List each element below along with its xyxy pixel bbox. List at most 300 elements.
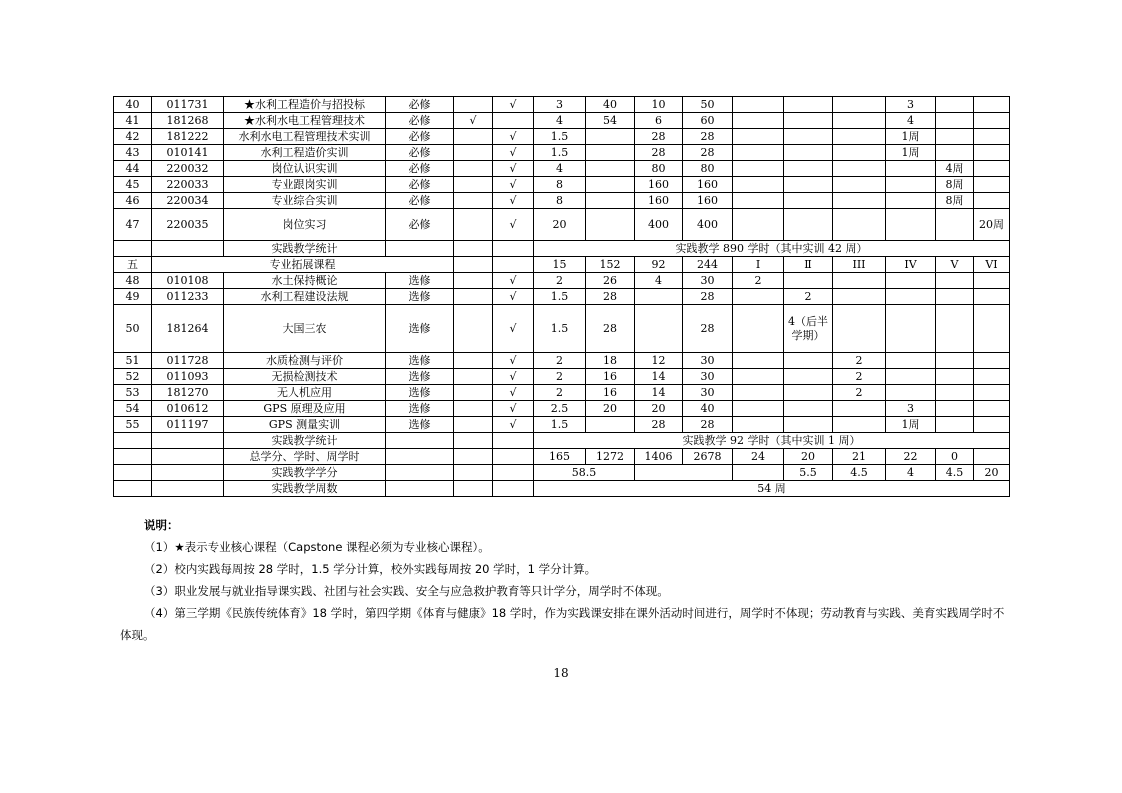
cell-exam	[454, 369, 493, 385]
table-row	[114, 129, 1010, 145]
cell-exam	[454, 353, 493, 369]
cell-s1	[733, 209, 784, 241]
cell-no: 55	[114, 417, 152, 433]
totals-s2: 20	[784, 449, 833, 465]
practice-credit-total: 58.5	[534, 465, 635, 481]
cell-s4	[886, 305, 936, 353]
cell-s4: 1周	[886, 129, 936, 145]
cell-s5	[936, 417, 974, 433]
cell-s4	[886, 209, 936, 241]
cell-no: 40	[114, 97, 152, 113]
cell-total-hours: 16	[586, 369, 635, 385]
cell-s6	[974, 385, 1010, 401]
cell-theory-hours	[635, 305, 683, 353]
cell-s5	[936, 113, 974, 129]
cell-check: √	[493, 161, 534, 177]
cell-s6	[974, 177, 1010, 193]
cell-no	[114, 481, 152, 497]
cell-s4	[886, 273, 936, 289]
cell-check: √	[493, 209, 534, 241]
cell-s1	[733, 97, 784, 113]
cell-s5	[936, 289, 974, 305]
totals-s4: 22	[886, 449, 936, 465]
cell-s2	[784, 273, 833, 289]
cell-s6	[974, 369, 1010, 385]
cell-credit: 2.5	[534, 401, 586, 417]
cell-s2	[784, 385, 833, 401]
cell-exam	[454, 241, 493, 257]
cell-s3	[833, 129, 886, 145]
cell-s3	[833, 209, 886, 241]
cell-s3	[833, 417, 886, 433]
cell-total-hours: 16	[586, 385, 635, 401]
cell-type	[386, 433, 454, 449]
practice-credit-blank	[635, 465, 733, 481]
page-number: 18	[553, 666, 569, 680]
cell-exam	[454, 209, 493, 241]
cell-s2: 4（后半学期）	[784, 305, 833, 353]
practice-credit-s2: 5.5	[784, 465, 833, 481]
cell-s6	[974, 353, 1010, 369]
stat-label: 实践教学统计	[224, 241, 386, 257]
cell-total-hours: 28	[586, 289, 635, 305]
cell-check: √	[493, 401, 534, 417]
cell-s3	[833, 145, 886, 161]
semester-5-header: V	[936, 257, 974, 273]
cell-s5	[936, 209, 974, 241]
cell-practice-hours: 30	[683, 385, 733, 401]
cell-s2	[784, 177, 833, 193]
cell-credit: 2	[534, 369, 586, 385]
cell-check: √	[493, 145, 534, 161]
cell-s4	[886, 353, 936, 369]
cell-check	[493, 433, 534, 449]
cell-total-hours	[586, 417, 635, 433]
cell-exam	[454, 161, 493, 177]
cell-no: 48	[114, 273, 152, 289]
cell-exam	[454, 401, 493, 417]
section-row	[114, 257, 1010, 273]
section-no: 五	[114, 257, 152, 273]
cell-total-hours	[586, 177, 635, 193]
cell-s4	[886, 369, 936, 385]
stat-value: 实践教学 92 学时（其中实训 1 周）	[534, 433, 1010, 449]
cell-no	[114, 465, 152, 481]
cell-s2	[784, 193, 833, 209]
cell-theory-hours: 160	[635, 193, 683, 209]
table-row	[114, 113, 1010, 129]
table-row	[114, 417, 1010, 433]
cell-code: 011731	[152, 97, 224, 113]
cell-credit: 2	[534, 353, 586, 369]
cell-s3	[833, 97, 886, 113]
cell-no: 47	[114, 209, 152, 241]
cell-no: 50	[114, 305, 152, 353]
cell-s6	[974, 97, 1010, 113]
cell-s2	[784, 145, 833, 161]
cell-practice-hours: 28	[683, 305, 733, 353]
practice-credit-s6: 20	[974, 465, 1010, 481]
cell-exam	[454, 193, 493, 209]
cell-no	[114, 433, 152, 449]
cell-theory-hours: 160	[635, 177, 683, 193]
cell-practice-hours: 30	[683, 369, 733, 385]
practice-credit-s5: 4.5	[936, 465, 974, 481]
cell-exam	[454, 289, 493, 305]
practice-weeks-row	[114, 481, 1010, 497]
cell-type: 选修	[386, 289, 454, 305]
cell-code: 181264	[152, 305, 224, 353]
cell-type: 必修	[386, 161, 454, 177]
cell-theory-hours: 28	[635, 145, 683, 161]
totals-s1: 24	[733, 449, 784, 465]
table-row	[114, 369, 1010, 385]
cell-s3: 2	[833, 353, 886, 369]
cell-s2	[784, 417, 833, 433]
practice-credits-row	[114, 465, 1010, 481]
cell-check: √	[493, 177, 534, 193]
cell-theory-hours: 14	[635, 385, 683, 401]
cell-check: √	[493, 353, 534, 369]
cell-theory-hours: 4	[635, 273, 683, 289]
cell-s4: 1周	[886, 417, 936, 433]
cell-credit: 2	[534, 385, 586, 401]
cell-check: √	[493, 417, 534, 433]
cell-s6	[974, 161, 1010, 177]
cell-check	[493, 481, 534, 497]
cell-total-hours	[586, 145, 635, 161]
cell-no: 52	[114, 369, 152, 385]
cell-practice-hours: 50	[683, 97, 733, 113]
cell-credit: 3	[534, 97, 586, 113]
cell-credit: 1.5	[534, 305, 586, 353]
note-line: （2）校内实践每周按 28 学时，1.5 学分计算，校外实践每周按 20 学时，1 学分计算。	[144, 562, 597, 576]
table-row	[114, 305, 1010, 353]
cell-code: 220033	[152, 177, 224, 193]
cell-total-hours: 28	[586, 305, 635, 353]
cell-practice-hours: 30	[683, 353, 733, 369]
practice-weeks-value: 54 周	[534, 481, 1010, 497]
table-row	[114, 209, 1010, 241]
cell-type: 选修	[386, 385, 454, 401]
cell-code: 010141	[152, 145, 224, 161]
cell-practice-hours: 60	[683, 113, 733, 129]
cell-s2	[784, 97, 833, 113]
cell-practice-hours: 160	[683, 193, 733, 209]
cell-s3	[833, 161, 886, 177]
cell-practice-hours: 28	[683, 417, 733, 433]
cell-type	[386, 481, 454, 497]
cell-s1	[733, 289, 784, 305]
cell-code: 011197	[152, 417, 224, 433]
cell-practice-hours: 28	[683, 129, 733, 145]
cell-no: 53	[114, 385, 152, 401]
cell-s1: 2	[733, 273, 784, 289]
cell-credit: 1.5	[534, 129, 586, 145]
cell-s2: 2	[784, 289, 833, 305]
cell-total-hours: 40	[586, 97, 635, 113]
cell-check: √	[493, 289, 534, 305]
cell-total-hours	[586, 209, 635, 241]
cell-theory-hours: 6	[635, 113, 683, 129]
cell-code: 181268	[152, 113, 224, 129]
cell-practice-hours: 28	[683, 289, 733, 305]
cell-s4: 4	[886, 113, 936, 129]
stat-row	[114, 241, 1010, 257]
cell-s2	[784, 369, 833, 385]
cell-s4	[886, 161, 936, 177]
totals-total: 1272	[586, 449, 635, 465]
practice-credit-blank	[733, 465, 784, 481]
cell-s4	[886, 177, 936, 193]
cell-s4	[886, 289, 936, 305]
cell-type: 选修	[386, 401, 454, 417]
cell-total-hours: 18	[586, 353, 635, 369]
summary-rows	[114, 433, 1010, 497]
note-line: （4）第三学期《民族传统体育》18 学时，第四学期《体育与健康》18 学时，作为实践课安排在课外活动时间进行，周学时不体现；劳动教育与实践、美育实践周学时不体现。	[120, 606, 1005, 642]
cell-practice-hours: 30	[683, 273, 733, 289]
cell-exam	[454, 145, 493, 161]
cell-credit: 1.5	[534, 417, 586, 433]
cell-type: 必修	[386, 97, 454, 113]
cell-s4: 1周	[886, 145, 936, 161]
cell-practice-hours: 400	[683, 209, 733, 241]
cell-credit: 4	[534, 161, 586, 177]
cell-check: √	[493, 369, 534, 385]
cell-type	[386, 449, 454, 465]
cell-exam	[454, 97, 493, 113]
cell-s5	[936, 129, 974, 145]
cell-no	[114, 241, 152, 257]
cell-s6	[974, 145, 1010, 161]
cell-exam	[454, 177, 493, 193]
cell-course-name: 无损检测技术	[224, 369, 386, 385]
cell-type: 必修	[386, 145, 454, 161]
cell-credit: 2	[534, 273, 586, 289]
cell-exam	[454, 449, 493, 465]
cell-exam	[454, 305, 493, 353]
cell-course-name: 专业综合实训	[224, 193, 386, 209]
cell-s6	[974, 193, 1010, 209]
cell-exam	[454, 433, 493, 449]
totals-credit: 165	[534, 449, 586, 465]
cell-code: 181222	[152, 129, 224, 145]
cell-s6	[974, 273, 1010, 289]
cell-s1	[733, 417, 784, 433]
cell-exam	[454, 465, 493, 481]
cell-total-hours	[586, 129, 635, 145]
cell-s1	[733, 177, 784, 193]
cell-s1	[733, 161, 784, 177]
cell-s3	[833, 289, 886, 305]
table-row	[114, 273, 1010, 289]
semester-3-header: III	[833, 257, 886, 273]
stat-value: 实践教学 890 学时（其中实训 42 周）	[534, 241, 1010, 257]
cell-type	[386, 241, 454, 257]
stat-label: 实践教学统计	[224, 433, 386, 449]
cell-s3	[833, 305, 886, 353]
cell-credit: 1.5	[534, 145, 586, 161]
cell-s2	[784, 161, 833, 177]
cell-credit: 4	[534, 113, 586, 129]
cell-s4: 3	[886, 401, 936, 417]
cell-exam	[454, 129, 493, 145]
cell-s1	[733, 385, 784, 401]
cell-theory-hours: 28	[635, 129, 683, 145]
cell-type: 必修	[386, 129, 454, 145]
cell-s3	[833, 193, 886, 209]
cell-s5	[936, 273, 974, 289]
cell-no: 49	[114, 289, 152, 305]
cell-code: 010612	[152, 401, 224, 417]
semester-4-header: IV	[886, 257, 936, 273]
cell-check: √	[493, 273, 534, 289]
cell-s1	[733, 113, 784, 129]
stat-row	[114, 433, 1010, 449]
cell-s2	[784, 129, 833, 145]
cell-exam: √	[454, 113, 493, 129]
cell-exam	[454, 257, 493, 273]
cell-no: 45	[114, 177, 152, 193]
cell-s6	[974, 129, 1010, 145]
cell-type	[386, 465, 454, 481]
cell-check: √	[493, 129, 534, 145]
cell-check: √	[493, 385, 534, 401]
cell-course-name: GPS 测量实训	[224, 417, 386, 433]
cell-s3	[833, 177, 886, 193]
cell-s3	[833, 113, 886, 129]
cell-s1	[733, 305, 784, 353]
cell-theory-hours: 20	[635, 401, 683, 417]
cell-total-hours: 20	[586, 401, 635, 417]
cell-check	[493, 449, 534, 465]
cell-practice-hours: 80	[683, 161, 733, 177]
cell-theory-hours: 10	[635, 97, 683, 113]
course-rows-core	[114, 97, 1010, 241]
cell-s4	[886, 385, 936, 401]
cell-type: 必修	[386, 113, 454, 129]
cell-total-hours	[586, 193, 635, 209]
cell-s6	[974, 289, 1010, 305]
cell-type: 必修	[386, 209, 454, 241]
cell-no: 51	[114, 353, 152, 369]
cell-exam	[454, 385, 493, 401]
note-line: （1）★表示专业核心课程（Capstone 课程必须为专业核心课程）。	[144, 540, 490, 554]
cell-code	[152, 481, 224, 497]
note-line: （3）职业发展与就业指导课实践、社团与社会实践、安全与应急救护教育等只计学分，周学时不体现。	[144, 584, 669, 598]
section-label: 专业拓展课程	[152, 257, 454, 273]
course-rows-extension	[114, 273, 1010, 433]
cell-s5: 8周	[936, 193, 974, 209]
cell-type: 选修	[386, 353, 454, 369]
cell-s6: 20周	[974, 209, 1010, 241]
cell-s2	[784, 113, 833, 129]
cell-s4	[886, 193, 936, 209]
cell-s2	[784, 353, 833, 369]
cell-course-name: 水利水电工程管理技术实训	[224, 129, 386, 145]
cell-no: 42	[114, 129, 152, 145]
cell-total-hours: 26	[586, 273, 635, 289]
cell-course-name: GPS 原理及应用	[224, 401, 386, 417]
section-practice: 244	[683, 257, 733, 273]
table-row	[114, 193, 1010, 209]
practice-weeks-label: 实践教学周数	[224, 481, 386, 497]
cell-theory-hours	[635, 289, 683, 305]
notes-title: 说明：	[144, 518, 179, 532]
cell-type: 选修	[386, 369, 454, 385]
cell-s5	[936, 97, 974, 113]
course-table	[113, 96, 1010, 497]
cell-course-name: 大国三农	[224, 305, 386, 353]
cell-total-hours	[586, 161, 635, 177]
cell-practice-hours: 40	[683, 401, 733, 417]
section-total: 152	[586, 257, 635, 273]
cell-course-name: 水土保持概论	[224, 273, 386, 289]
cell-s1	[733, 353, 784, 369]
cell-s5: 4周	[936, 161, 974, 177]
totals-label: 总学分、学时、周学时	[224, 449, 386, 465]
semester-6-header: VI	[974, 257, 1010, 273]
cell-type: 必修	[386, 193, 454, 209]
cell-code: 220035	[152, 209, 224, 241]
cell-theory-hours: 28	[635, 417, 683, 433]
cell-check: √	[493, 305, 534, 353]
cell-s3: 2	[833, 385, 886, 401]
cell-s4: 3	[886, 97, 936, 113]
practice-credits-label: 实践教学学分	[224, 465, 386, 481]
cell-s5	[936, 353, 974, 369]
table-row	[114, 385, 1010, 401]
cell-practice-hours: 28	[683, 145, 733, 161]
notes-section	[120, 514, 1010, 646]
cell-check	[493, 241, 534, 257]
cell-s1	[733, 369, 784, 385]
cell-course-name: 水质检测与评价	[224, 353, 386, 369]
cell-check	[493, 465, 534, 481]
cell-course-name: 岗位认识实训	[224, 161, 386, 177]
cell-credit: 8	[534, 177, 586, 193]
cell-s5	[936, 369, 974, 385]
cell-code: 181270	[152, 385, 224, 401]
section-theory: 92	[635, 257, 683, 273]
totals-theory: 1406	[635, 449, 683, 465]
cell-check: √	[493, 97, 534, 113]
cell-s3	[833, 273, 886, 289]
cell-no	[114, 449, 152, 465]
cell-type: 选修	[386, 305, 454, 353]
cell-code: 220032	[152, 161, 224, 177]
cell-s1	[733, 129, 784, 145]
cell-code: 011233	[152, 289, 224, 305]
cell-code	[152, 449, 224, 465]
cell-course-name: 专业跟岗实训	[224, 177, 386, 193]
table-row	[114, 289, 1010, 305]
cell-s5	[936, 401, 974, 417]
cell-no: 43	[114, 145, 152, 161]
cell-s5	[936, 305, 974, 353]
cell-code	[152, 465, 224, 481]
cell-total-hours: 54	[586, 113, 635, 129]
cell-credit: 8	[534, 193, 586, 209]
cell-check	[493, 113, 534, 129]
cell-course-name: ★水利工程造价与招投标	[224, 97, 386, 113]
cell-credit: 20	[534, 209, 586, 241]
semester-2-header: Ⅱ	[784, 257, 833, 273]
cell-theory-hours: 80	[635, 161, 683, 177]
totals-s3: 21	[833, 449, 886, 465]
cell-s6	[974, 417, 1010, 433]
cell-exam	[454, 417, 493, 433]
